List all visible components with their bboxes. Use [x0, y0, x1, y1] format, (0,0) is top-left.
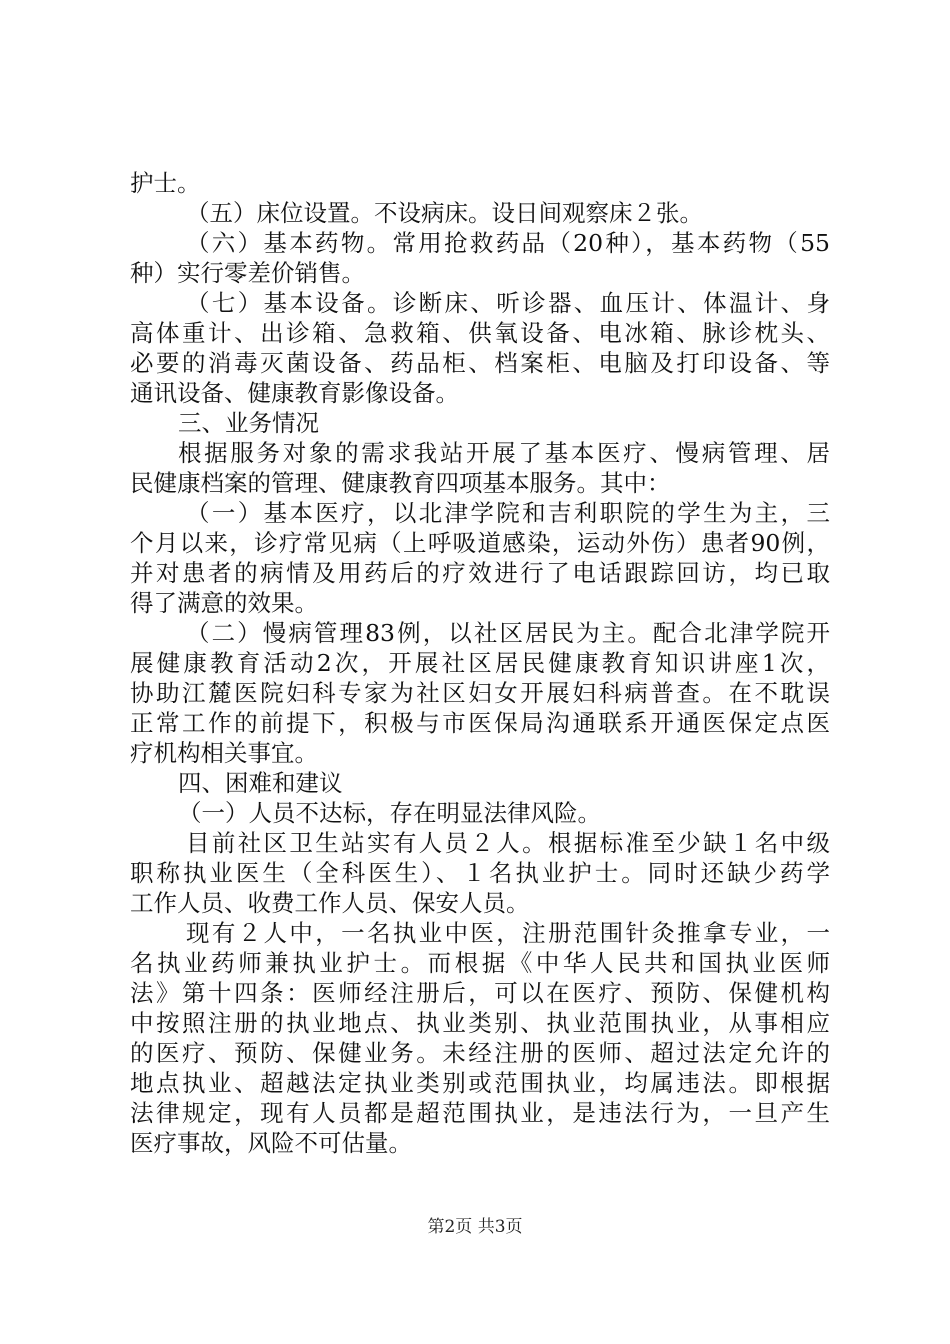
text-line: 工作人员、收费工作人员、保安人员。: [130, 889, 530, 917]
text-line: （六）基本药物。常用抢救药品（20种），基本药物（55: [186, 229, 830, 257]
text-line: 民健康档案的管理、健康教育四项基本服务。其中：: [130, 469, 671, 497]
text-line: （二）慢病管理83例，以社区居民为主。配合北津学院开: [186, 619, 830, 647]
text-line: （五）床位设置。不设病床。设日间观察床２张。: [186, 199, 703, 227]
text-line: 个月以来，诊疗常见病（上呼吸道感染，运动外伤）患者90例，: [130, 529, 830, 557]
text-line: 职称执业医生（全科医生）、１名执业护士。同时还缺少药学: [130, 859, 830, 887]
text-line: 通讯设备、健康教育影像设备。: [130, 379, 459, 407]
text-line: 种）实行零差价销售。: [130, 259, 365, 287]
text-line: 疗机构相关事宜。: [130, 739, 318, 767]
text-line: （七）基本设备。诊断床、听诊器、血压计、体温计、身: [186, 289, 830, 317]
text-line: 展健康教育活动2次，开展社区居民健康教育知识讲座1次，: [130, 649, 830, 677]
section-heading: 三、业务情况: [178, 409, 319, 437]
text-line: 名执业药师兼执业护士。而根据《中华人民共和国执业医师: [130, 949, 830, 977]
text-line: 必要的消毒灭菌设备、药品柜、档案柜、电脑及打印设备、等: [130, 349, 830, 377]
text-line: 的医疗、预防、保健业务。未经注册的医师、超过法定允许的: [130, 1039, 830, 1067]
document-body: [130, 168, 830, 1158]
text-line: 高体重计、出诊箱、急救箱、供氧设备、电冰箱、脉诊枕头、: [130, 319, 830, 347]
text-line: （一）基本医疗，以北津学院和吉利职院的学生为主，三: [186, 499, 830, 527]
text-line: 医疗事故，风险不可估量。: [130, 1129, 412, 1157]
text-line: 协助江麓医院妇科专家为社区妇女开展妇科病普查。在不耽误: [130, 679, 830, 707]
page-number: 第2页 共3页: [427, 1217, 523, 1237]
text-line: 护士。: [130, 169, 201, 197]
text-line: 正常工作的前提下，积极与市医保局沟通联系开通医保定点医: [130, 709, 830, 737]
text-line: 目前社区卫生站实有人员２人。根据标准至少缺１名中级: [186, 829, 830, 857]
text-line: 地点执业、超越法定执业类别或范围执业，均属违法。即根据: [130, 1069, 830, 1097]
section-heading: 四、困难和建议: [178, 769, 343, 797]
text-line: 根据服务对象的需求我站开展了基本医疗、慢病管理、居: [178, 439, 830, 467]
text-line: 中按照注册的执业地点、执业类别、执业范围执业，从事相应: [130, 1009, 830, 1037]
text-line: 现有２人中，一名执业中医，注册范围针灸推拿专业，一: [186, 919, 830, 947]
text-line: 并对患者的病情及用药后的疗效进行了电话跟踪回访，均已取: [130, 559, 830, 587]
text-line: 法》第十四条：医师经注册后，可以在医疗、预防、保健机构: [130, 979, 830, 1007]
subsection-heading: （一）人员不达标，存在明显法律风险。: [178, 799, 601, 827]
text-line: 法律规定，现有人员都是超范围执业，是违法行为，一旦产生: [130, 1099, 830, 1127]
text-line: 得了满意的效果。: [130, 589, 318, 617]
